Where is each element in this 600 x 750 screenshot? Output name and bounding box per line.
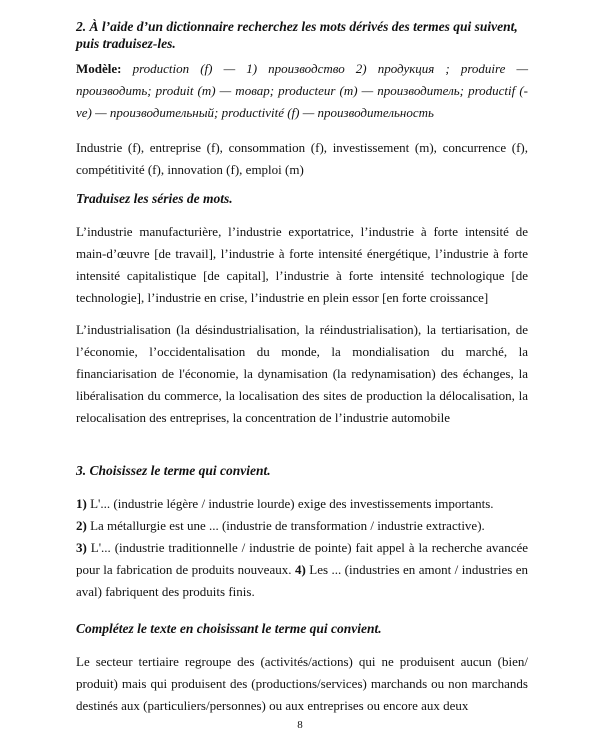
exercise-3-items bbox=[76, 493, 528, 603]
complete-text-paragraph: Le secteur tertiaire regroupe des (activités/actions) qui ne produisent aucun (bien/ produit) mais qui produisent des (productions/services) marchands ou non marchands destinés aux (particuliers/personnes) ou aux entreprises ou encore aux deux bbox=[76, 654, 528, 713]
model-example bbox=[76, 58, 528, 124]
series-paragraph-1: L’industrie manufacturière, l’industrie exportatrice, l’industrie à forte intensité de main-d’œuvre [de travail], l’industrie à forte intensité énergétique, l’industrie à forte intensité capitalistique [de capital], l’industrie à forte intensité technologique [de technologie], l’industrie en crise, l’industrie en plein essor [en forte croissance] bbox=[76, 224, 528, 305]
item-text: La métallurgie est une ... (industrie de transformation / industrie extractive). bbox=[90, 518, 485, 533]
item-text: L'... (industrie légère / industrie lourde) exige des investissements importants. bbox=[90, 496, 494, 511]
page-number: 8 bbox=[297, 719, 303, 731]
model-text: production (f) — 1) производство 2) продукция ; produire — производить; produit (m) — товар; producteur (m) — производитель; productif (-ve) — производительный; productivité (f) — производительность bbox=[76, 61, 529, 120]
item-number: 1) bbox=[76, 496, 87, 511]
item-text: L'... (industrie traditionnelle / industrie de pointe) fait appel à la recherche avancée pour la fabrication de produits nouveaux. bbox=[76, 540, 529, 577]
exercise-2-heading: 2. À l’aide d’un dictionnaire recherchez les mots dérivés des termes qui suivent, puis traduisez-les. bbox=[76, 19, 518, 51]
item-text: Les ... (industries en amont / industries en aval) fabriquent des produits finis. bbox=[76, 562, 529, 599]
item-number: 4) bbox=[294, 562, 306, 577]
model-label: Modèle: bbox=[76, 61, 122, 76]
item-number: 2) bbox=[76, 518, 87, 533]
complete-text-heading: Complétez le texte en choisissant le terme qui convient. bbox=[76, 621, 382, 636]
series-paragraph-2: L’industrialisation (la désindustrialisation, la réindustrialisation), la tertiarisation, de l’économie, l’occidentalisation du monde, la mondialisation du marché, la financiarisation de l'économie, la dynamisation (la redynamisation) des échanges, la libéralisation du commerce, la localisation des sites de production la délocalisation, la relocalisation des entreprises, la concentration de l’industrie automobile bbox=[76, 322, 528, 425]
item-number: 3) bbox=[76, 540, 87, 555]
exercise-3-heading: 3. Choisissez le terme qui convient. bbox=[76, 463, 271, 478]
series-heading: Traduisez les séries de mots. bbox=[76, 191, 233, 206]
terms-list: Industrie (f), entreprise (f), consommation (f), investissement (m), concurrence (f), compétitivité (f), innovation (f), emploi (m) bbox=[76, 140, 528, 177]
